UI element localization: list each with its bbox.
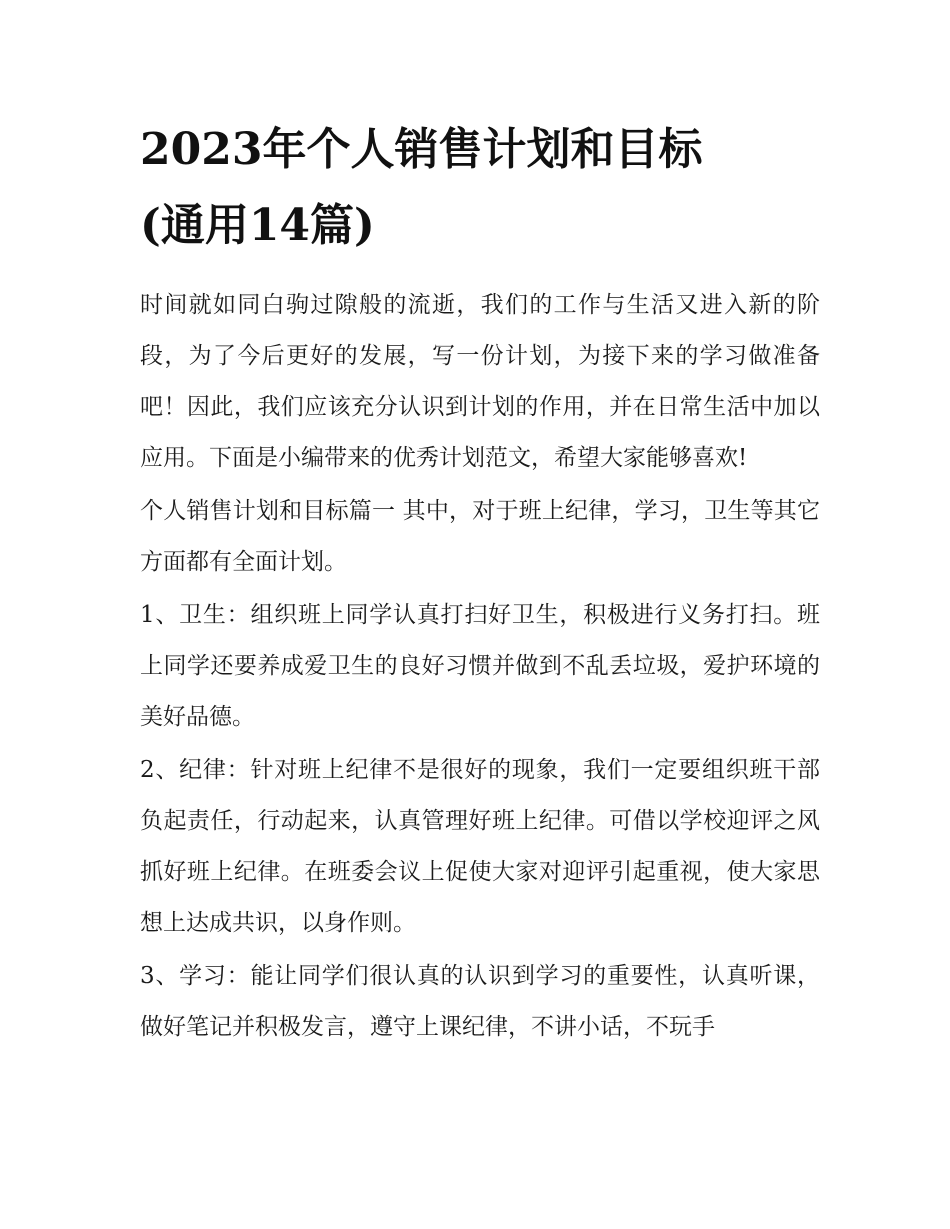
hygiene-paragraph: 1、卫生：组织班上同学认真打扫好卫生，积极进行义务打扫。班上同学还要养成爱卫生的良好习惯并做到不乱丢垃圾，爱护环境的美好品德。 xyxy=(140,602,820,730)
intro-paragraph: 时间就如同白驹过隙般的流逝，我们的工作与生活又进入新的阶段，为了今后更好的发展，写一份计划，为接下来的学习做准备吧！因此，我们应该充分认识到计划的作用，并在日常生活中加以应用。下面是小编带来的优秀计划范文，希望大家能够喜欢! xyxy=(140,292,820,471)
discipline-paragraph: 2、纪律：针对班上纪律不是很好的现象，我们一定要组织班干部负起责任，行动起来，认真管理好班上纪律。可借以学校迎评之风抓好班上纪律。在班委会议上促使大家对迎评引起重视，使大家思想上达成共识，以身作则。 xyxy=(140,757,820,936)
section-one-paragraph: 个人销售计划和目标篇一 其中，对于班上纪律，学习，卫生等其它方面都有全面计划。 xyxy=(140,498,820,575)
study-paragraph: 3、学习：能让同学们很认真的认识到学习的重要性，认真听课，做好笔记并积极发言，遵守上课纪律，不讲小话，不玩手 xyxy=(140,963,820,1040)
document-content xyxy=(140,112,820,1055)
title-line-2: (通用14篇) xyxy=(140,200,375,251)
document-title xyxy=(140,112,820,264)
title-line-1: 2023年个人销售计划和目标 xyxy=(140,124,703,175)
